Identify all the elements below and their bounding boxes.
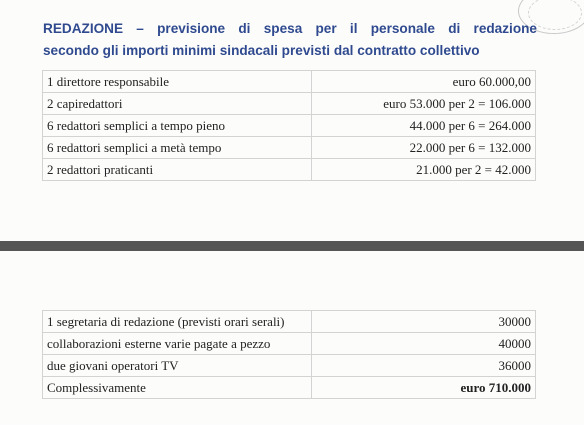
row-label: 2 capiredattori (43, 93, 312, 115)
row-label: 2 redattori praticanti (43, 159, 312, 181)
row-label: 1 direttore responsabile (43, 71, 312, 93)
row-value: 22.000 per 6 = 132.000 (312, 137, 536, 159)
table-row (43, 137, 536, 159)
table-row (43, 93, 536, 115)
table-row (43, 355, 536, 377)
row-label: 6 redattori semplici a tempo pieno (43, 115, 312, 137)
section-heading (43, 18, 537, 62)
total-row (43, 377, 536, 399)
row-value: 36000 (312, 355, 536, 377)
row-value: euro 53.000 per 2 = 106.000 (312, 93, 536, 115)
heading-line-1: REDAZIONE – previsione di spesa per il personale di redazione (43, 21, 537, 36)
page-divider (0, 241, 584, 251)
row-label: collaborazioni esterne varie pagate a pezzo (43, 333, 312, 355)
total-value: euro 710.000 (312, 377, 536, 399)
total-label: Complessivamente (43, 377, 312, 399)
row-label: 6 redattori semplici a metà tempo (43, 137, 312, 159)
staff-cost-table (42, 70, 536, 181)
table-row (43, 71, 536, 93)
table-row (43, 311, 536, 333)
row-value: 21.000 per 2 = 42.000 (312, 159, 536, 181)
row-value: euro 60.000,00 (312, 71, 536, 93)
row-value: 40000 (312, 333, 536, 355)
heading-line-2: secondo gli importi minimi sindacali previsti dal contratto collettivo (43, 43, 480, 58)
table-row (43, 159, 536, 181)
table-row (43, 333, 536, 355)
table-row (43, 115, 536, 137)
row-value: 30000 (312, 311, 536, 333)
row-label: due giovani operatori TV (43, 355, 312, 377)
row-value: 44.000 per 6 = 264.000 (312, 115, 536, 137)
other-cost-table (42, 310, 536, 399)
row-label: 1 segretaria di redazione (previsti orari serali) (43, 311, 312, 333)
